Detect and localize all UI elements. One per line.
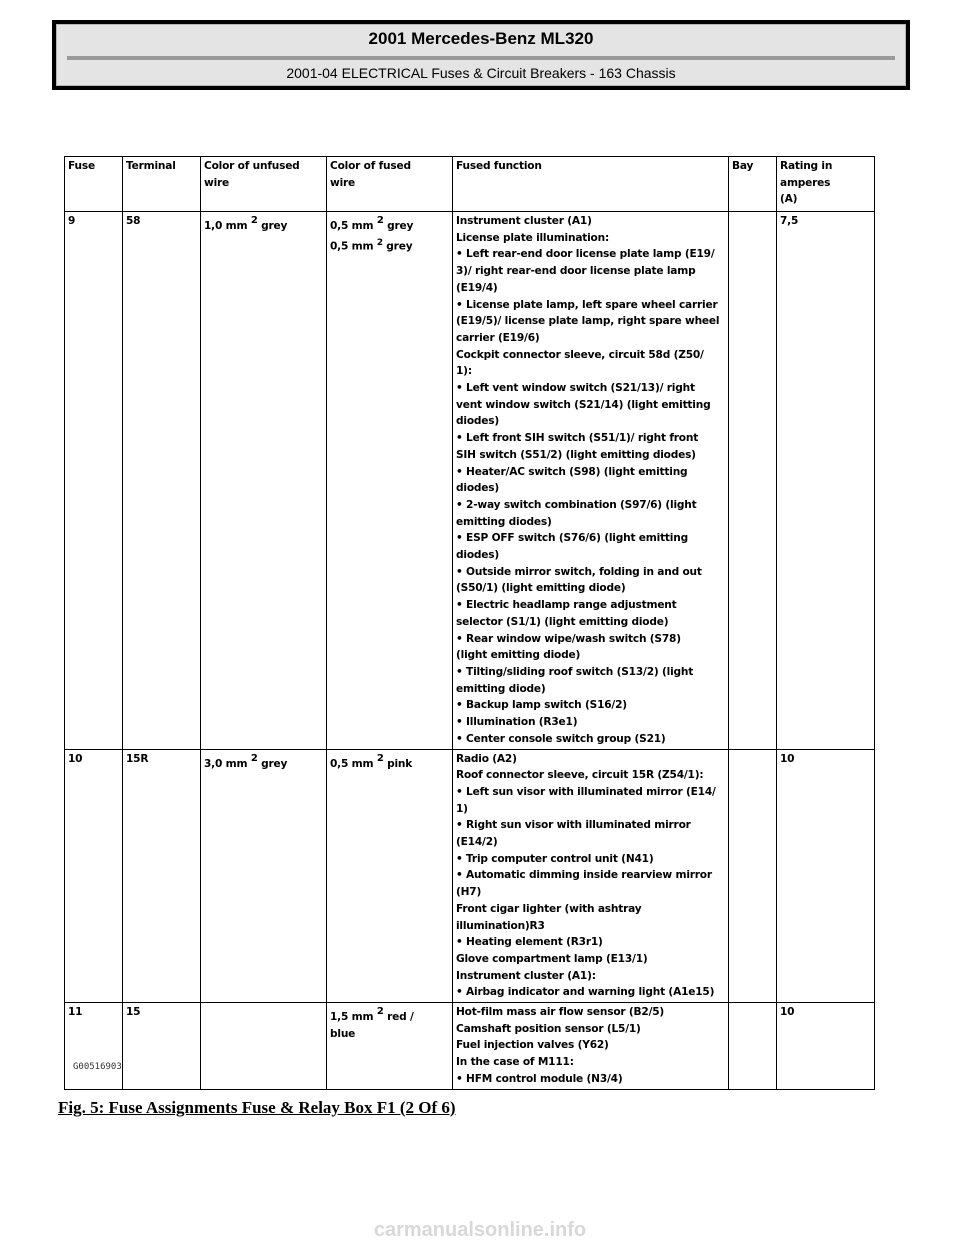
function-line: illumination)R3	[456, 919, 545, 932]
function-line: Glove compartment lamp (E13/1)	[456, 952, 648, 965]
bay	[729, 1003, 777, 1090]
document-title: 2001 Mercedes-Benz ML320	[368, 29, 594, 48]
header-fuse: Fuse	[65, 157, 123, 212]
fused-function	[453, 1003, 729, 1090]
function-line: License plate illumination:	[456, 231, 610, 244]
function-line: (E19/5)/ license plate lamp, right spare wheel	[456, 315, 720, 328]
function-bullet-item: • Tilting/sliding roof switch (S13/2) (light	[456, 665, 694, 678]
function-bullet-item: • Center console switch group (S21)	[456, 732, 666, 745]
function-bullet-item: • HFM control module (N3/4)	[456, 1072, 623, 1085]
rating: 7,5	[777, 212, 875, 750]
function-line: selector (S1/1) (light emitting diode)	[456, 615, 669, 628]
table-header-row	[65, 157, 875, 212]
fused-wire: 0,5 mm $^2$ grey 0,5 mm $^2$ grey	[327, 212, 453, 750]
header-unfused-wire: Color of unfused wire	[201, 157, 327, 212]
function-line: vent window switch (S21/14) (light emitting	[456, 398, 711, 411]
fused-function	[453, 212, 729, 750]
function-line: (E14/2)	[456, 836, 498, 849]
function-line: Front cigar lighter (with ashtray	[456, 902, 642, 915]
function-line: diodes)	[456, 549, 500, 562]
bay	[729, 749, 777, 1003]
function-line: SIH switch (S51/2) (light emitting diodes)	[456, 448, 696, 461]
function-bullet-item: • ESP OFF switch (S76/6) (light emitting	[456, 532, 688, 545]
function-line: Camshaft position sensor (L5/1)	[456, 1022, 641, 1035]
figure-caption: Fig. 5: Fuse Assignments Fuse & Relay Box F1 (2 Of 6)	[58, 1098, 456, 1117]
function-bullet-item: • 2-way switch combination (S97/6) (light	[456, 498, 697, 511]
function-bullet-item: • Backup lamp switch (S16/2)	[456, 699, 627, 712]
function-line: emitting diode)	[456, 682, 546, 695]
function-line: (S50/1) (light emitting diode)	[456, 582, 626, 595]
function-line: Hot-film mass air flow sensor (B2/5)	[456, 1006, 665, 1019]
function-line: Roof connector sleeve, circuit 15R (Z54/1):	[456, 769, 704, 782]
fused-wire: 1,5 mm $^2$ red / blue	[327, 1003, 453, 1090]
terminal: 15R	[123, 749, 201, 1003]
function-line: 3)/ right rear-end door license plate lamp	[456, 265, 696, 278]
unfused-wire	[201, 1003, 327, 1090]
function-bullet-item: • Electric headlamp range adjustment	[456, 599, 677, 612]
function-line: carrier (E19/6)	[456, 331, 540, 344]
table-row	[65, 1003, 875, 1090]
function-bullet-item: • Heater/AC switch (S98) (light emitting	[456, 465, 688, 478]
terminal: 58	[123, 212, 201, 750]
function-bullet-item: • Right sun visor with illuminated mirror	[456, 819, 691, 832]
fused-wire: 0,5 mm $^2$ pink	[327, 749, 453, 1003]
header-divider	[67, 56, 895, 60]
table-row	[65, 212, 875, 750]
function-line: Fuel injection valves (Y62)	[456, 1039, 609, 1052]
bay	[729, 212, 777, 750]
header-fused-wire: Color of fused wire	[327, 157, 453, 212]
function-line: Instrument cluster (A1)	[456, 215, 592, 227]
function-bullet-item: • License plate lamp, left spare wheel carrier	[456, 298, 718, 311]
function-line: diodes)	[456, 415, 500, 428]
header-rating: Rating in amperes (A)	[777, 157, 875, 212]
table-row	[65, 749, 875, 1003]
watermark: carmanualsonline.info	[373, 1219, 587, 1241]
fuse-table	[64, 156, 875, 1090]
image-code: G00516903	[73, 1062, 122, 1072]
function-bullet-item: • Illumination (R3e1)	[456, 716, 578, 729]
function-bullet-item: • Left front SIH switch (S51/1)/ right front	[456, 432, 699, 445]
function-bullet-item: • Left sun visor with illuminated mirror (E14/	[456, 785, 716, 798]
function-line: (H7)	[456, 886, 482, 899]
function-line: Instrument cluster (A1):	[456, 969, 596, 982]
function-line: emitting diodes)	[456, 515, 552, 528]
function-line: (E19/4)	[456, 281, 498, 294]
function-line: 1):	[456, 365, 472, 378]
unfused-wire: 1,0 mm $^2$ grey	[201, 212, 327, 750]
header-terminal: Terminal	[123, 157, 201, 212]
rating: 10	[777, 749, 875, 1003]
rating: 10	[777, 1003, 875, 1090]
function-bullet-item: • Rear window wipe/wash switch (S78)	[456, 632, 681, 645]
function-line: (light emitting diode)	[456, 649, 581, 662]
function-bullet-item: • Left vent window switch (S21/13)/ right	[456, 382, 695, 395]
function-line: diodes)	[456, 482, 500, 495]
function-bullet-item: • Outside mirror switch, folding in and out	[456, 565, 702, 578]
function-line: Cockpit connector sleeve, circuit 58d (Z50/	[456, 348, 704, 361]
document-header	[52, 20, 910, 90]
header-fused-function: Fused function	[453, 157, 729, 212]
function-bullet-item: • Trip computer control unit (N41)	[456, 852, 654, 865]
function-bullet-item: • Airbag indicator and warning light (A1e15)	[456, 986, 715, 999]
function-bullet-item: • Left rear-end door license plate lamp (E19/	[456, 248, 715, 261]
function-line: In the case of M111:	[456, 1056, 574, 1069]
document-header-panel	[56, 24, 906, 86]
function-bullet-item: • Automatic dimming inside rearview mirror	[456, 869, 712, 882]
function-line: Radio (A2)	[456, 752, 517, 765]
fuse-number: 9	[65, 212, 123, 750]
function-line: 1)	[456, 802, 468, 815]
document-subtitle: 2001-04 ELECTRICAL Fuses & Circuit Breakers - 163 Chassis	[286, 65, 676, 81]
terminal: 15	[123, 1003, 201, 1090]
header-bay: Bay	[729, 157, 777, 212]
fused-function	[453, 749, 729, 1003]
unfused-wire: 3,0 mm $^2$ grey	[201, 749, 327, 1003]
fuse-number: 10	[65, 749, 123, 1003]
fuse-number: 11	[65, 1003, 123, 1090]
function-bullet-item: • Heating element (R3r1)	[456, 936, 603, 949]
